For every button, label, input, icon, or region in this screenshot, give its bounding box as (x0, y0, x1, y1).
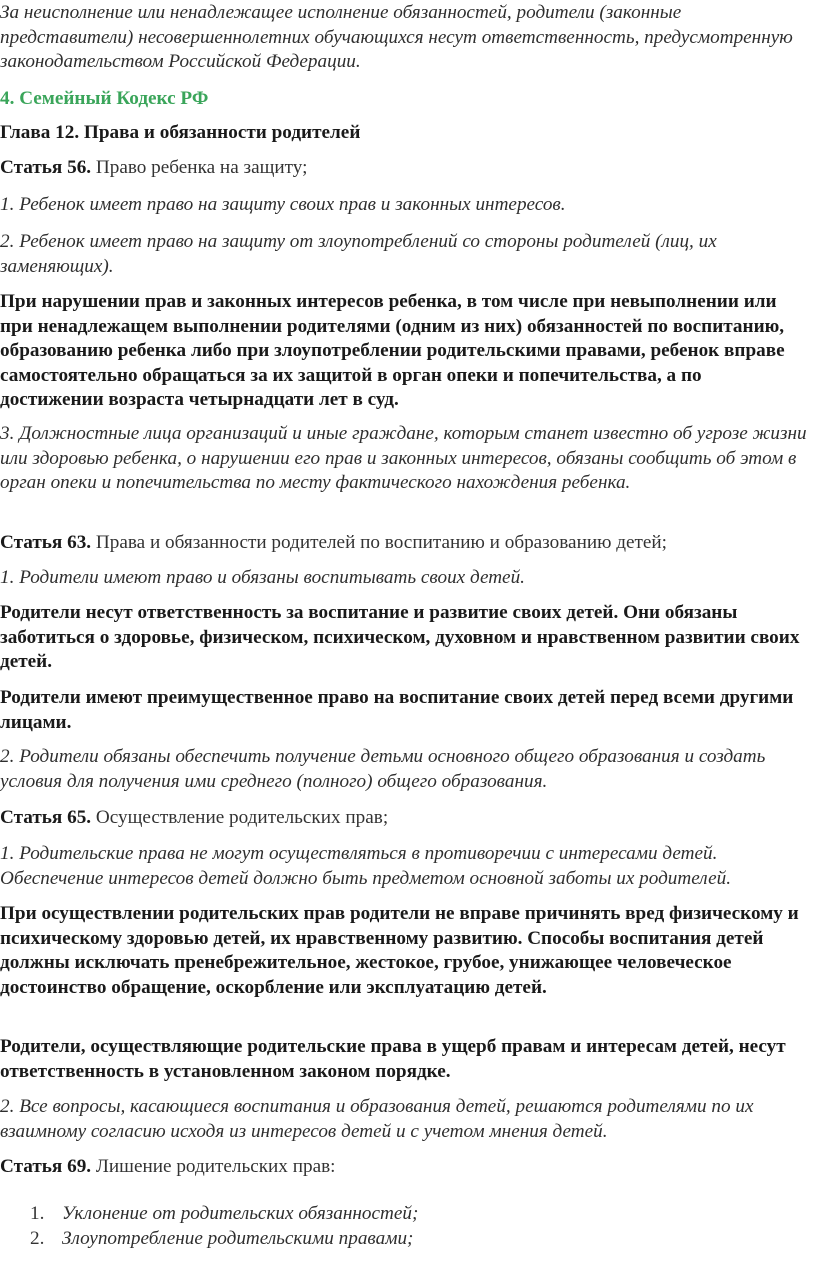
article-56-label: Статья 56. (0, 157, 92, 178)
article-63-bold-paragraph-2: Родители имеют преимущественное право на воспитание своих детей перед всеми другими лицами. (0, 687, 794, 733)
list-item (0, 1226, 808, 1251)
article-56-heading (0, 156, 808, 181)
article-69-label: Статья 69. (0, 1156, 92, 1177)
intro-paragraph: За неисполнение или ненадлежащее исполнение обязанностей, родители (законные представители) несовершеннолетних обучающихся несут ответственность, предусмотренную законодательством Российской Федерации. (0, 2, 793, 73)
article-63-heading (0, 531, 808, 556)
article-65-title: Осуществление родительских прав; (91, 807, 389, 828)
article-56-point-1: 1. Ребенок имеет право на защиту своих прав и законных интересов. (0, 194, 566, 215)
article-65-point-1: 1. Родительские права не могут осуществляться в противоречии с интересами детей. Обеспечение интересов детей должно быть предметом основной заботы их родителей. (0, 843, 732, 889)
list-item-text: Злоупотребление родительскими правами; (62, 1228, 414, 1249)
list-item-text: Уклонение от родительских обязанностей; (62, 1203, 419, 1224)
article-56-point-2: 2. Ребенок имеет право на защиту от злоупотреблений со стороны родителей (лиц, их заменяющих). (0, 231, 717, 277)
article-69-title: Лишение родительских прав: (91, 1156, 336, 1177)
article-56-title: Право ребенка на защиту; (91, 157, 308, 178)
chapter-title: Глава 12. Права и обязанности родителей (0, 122, 361, 143)
article-63-label: Статья 63. (0, 532, 92, 553)
article-65-point-2: 2. Все вопросы, касающиеся воспитания и образования детей, решаются родителями по их взаимному согласию исходя из интересов детей и с учетом мнения детей. (0, 1096, 754, 1142)
section-title: 4. Семейный Кодекс РФ (0, 88, 209, 109)
article-56-bold-paragraph: При нарушении прав и законных интересов ребенка, в том числе при невыполнении или при ненадлежащем выполнении родителями (одним из них) обязанностей по воспитанию, образованию ребенка либо при злоупотреблении родительскими правами, ребенок вправе самостоятельно обращаться за их защитой в орган опеки и попечительства, а по достижении возраста четырнадцати лет в суд. (0, 291, 785, 411)
article-65-bold-paragraph-2: Родители, осуществляющие родительские права в ущерб правам и интересам детей, несут ответственность в установленном законом порядке. (0, 1036, 786, 1082)
article-63-point-2: 2. Родители обязаны обеспечить получение детьми основного общего образования и создать условия для получения ими среднего (полного) общего образования. (0, 746, 766, 792)
article-69-heading (0, 1155, 808, 1180)
article-65-heading (0, 806, 808, 831)
article-65-bold-paragraph-1: При осуществлении родительских прав родители не вправе причинять вред физическому и психическому здоровью детей, их нравственному развитию. Способы воспитания детей должны исключать пренебрежительное, жестокое, грубое, унижающее человеческое достоинство обращение, оскорбление или эксплуатацию детей. (0, 903, 799, 998)
article-65-label: Статья 65. (0, 807, 92, 828)
article-63-point-1: 1. Родители имеют право и обязаны воспитывать своих детей. (0, 567, 525, 588)
article-56-point-3: 3. Должностные лица организаций и иные граждане, которым станет известно об угрозе жизни или здоровью ребенка, о нарушении его прав и законных интересов, обязаны сообщить об этом в орган опеки и попечительства по месту фактического нахождения ребенка. (0, 423, 807, 494)
list-item-number: 2. (30, 1228, 45, 1249)
article-69-list (0, 1201, 808, 1251)
list-item-number: 1. (30, 1203, 45, 1224)
article-63-title: Права и обязанности родителей по воспитанию и образованию детей; (91, 532, 668, 553)
article-63-bold-paragraph-1: Родители несут ответственность за воспитание и развитие своих детей. Они обязаны заботиться о здоровье, физическом, психическом, духовном и нравственном развитии своих детей. (0, 602, 800, 673)
list-item (0, 1201, 808, 1226)
